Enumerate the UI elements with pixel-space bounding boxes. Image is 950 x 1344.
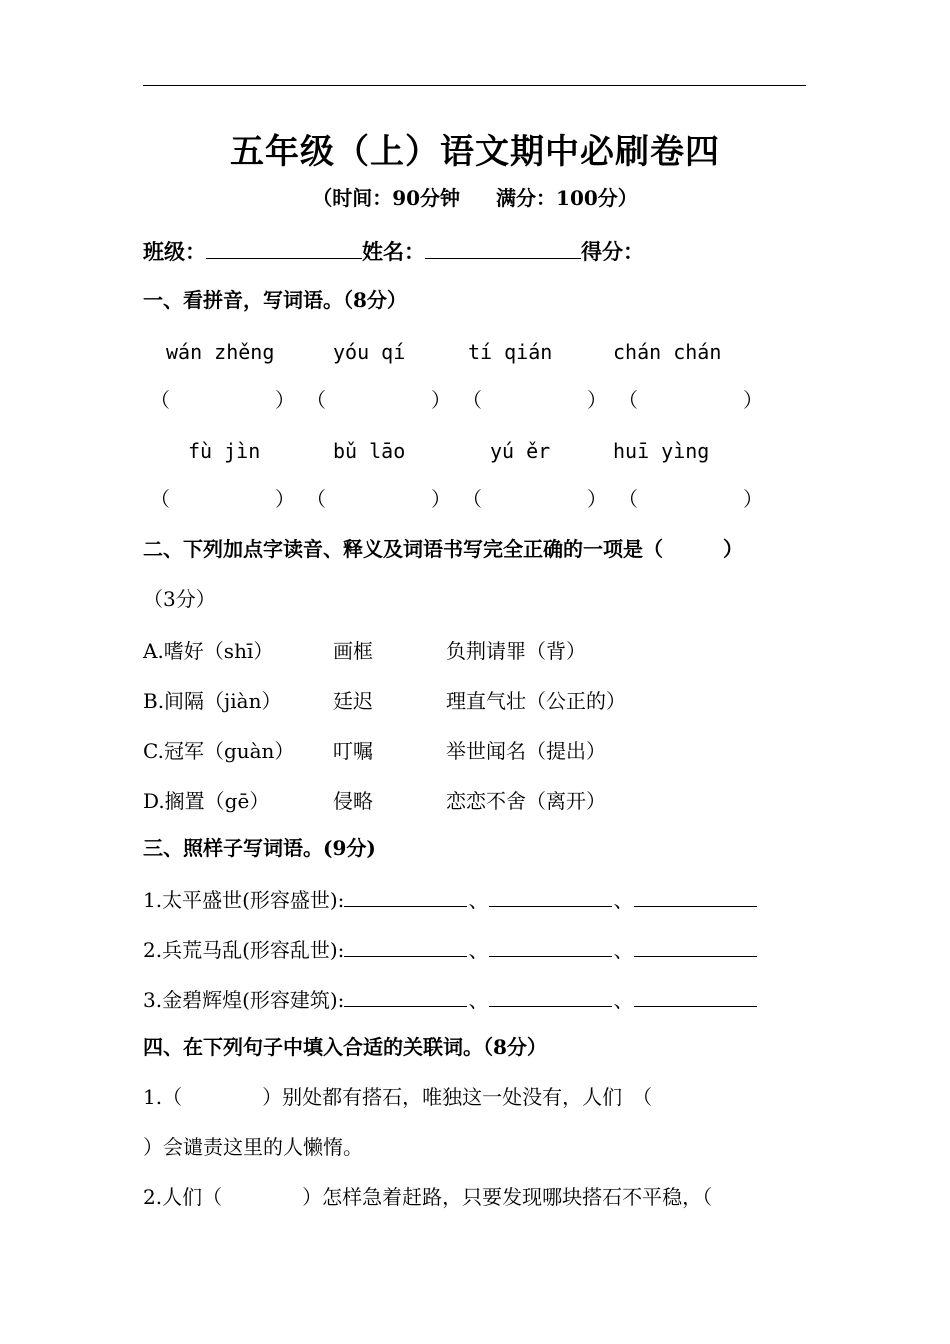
answer-blank[interactable] xyxy=(344,888,467,907)
answer-blank[interactable] xyxy=(634,988,757,1007)
answer-blank[interactable] xyxy=(634,938,757,957)
section4-heading: 四、在下列句子中填入合适的关联词。（8分） xyxy=(143,1035,547,1059)
word-fill-row xyxy=(143,888,757,910)
pinyin-item: yú ěr xyxy=(490,439,551,463)
word-prompt: 3.金碧辉煌(形容建筑): xyxy=(143,988,345,1012)
option-a[interactable] xyxy=(143,641,743,665)
exam-subtitle xyxy=(0,188,950,208)
section1-heading: 一、看拼音，写词语。（8分） xyxy=(143,288,407,312)
option-word: D.搁置（gē） xyxy=(143,789,270,813)
separator: 、 xyxy=(613,938,634,962)
pinyin-item: bǔ lāo xyxy=(333,439,406,463)
word-fill-row xyxy=(143,988,757,1010)
option-word: C.冠军（guàn） xyxy=(143,739,295,763)
answer-paren-open[interactable]: （ xyxy=(150,487,170,511)
word-fill-row xyxy=(143,938,757,960)
option-b[interactable] xyxy=(143,691,743,715)
class-blank[interactable] xyxy=(206,240,362,259)
answer-paren-close[interactable]: ） xyxy=(743,487,763,511)
sentence-line: 2.人们（ ）怎样急着赶路，只要发现哪块搭石不平稳，（ xyxy=(143,1185,713,1209)
answer-paren-close[interactable]: ） xyxy=(587,487,607,511)
answer-paren-open[interactable]: （ xyxy=(618,487,638,511)
student-info-row xyxy=(143,240,644,262)
answer-blank[interactable] xyxy=(489,888,612,907)
section2-points: （3分） xyxy=(143,587,216,611)
option-idiom: 理直气壮（公正的） xyxy=(446,689,626,713)
answer-paren-open[interactable]: （ xyxy=(150,388,170,412)
answer-blank[interactable] xyxy=(489,988,612,1007)
option-word: B.间隔（jiàn） xyxy=(143,689,282,713)
answer-blank[interactable] xyxy=(344,938,467,957)
option-idiom: 恋恋不舍（离开） xyxy=(446,789,606,813)
time-info: （时间：90分钟 xyxy=(312,186,461,210)
answer-paren-open[interactable]: （ xyxy=(618,388,638,412)
answer-paren-open[interactable]: （ xyxy=(306,487,326,511)
sentence-line: 1.（ ）别处都有搭石，唯独这一处没有，人们 （ xyxy=(143,1085,653,1109)
option-idiom: 举世闻名（提出） xyxy=(446,739,606,763)
answer-paren-open[interactable]: （ xyxy=(462,487,482,511)
answer-paren-close[interactable]: ） xyxy=(743,388,763,412)
pinyin-item: tí qián xyxy=(468,340,553,364)
top-rule xyxy=(143,85,806,86)
separator: 、 xyxy=(468,988,489,1012)
answer-paren-close[interactable]: ） xyxy=(275,388,295,412)
answer-paren-open[interactable]: （ xyxy=(462,388,482,412)
option-idiom: 负荆请罪（背） xyxy=(446,639,586,663)
answer-blank[interactable] xyxy=(634,888,757,907)
answer-blank[interactable] xyxy=(489,938,612,957)
answer-paren-close[interactable]: ） xyxy=(275,487,295,511)
answer-paren-open[interactable]: （ xyxy=(306,388,326,412)
word-prompt: 2.兵荒马乱(形容乱世): xyxy=(143,938,345,962)
class-label: 班级： xyxy=(143,239,206,264)
pinyin-item: huī yìng xyxy=(613,439,710,463)
answer-paren-close[interactable]: ） xyxy=(587,388,607,412)
separator: 、 xyxy=(468,888,489,912)
section3-heading: 三、照样子写词语。(9分) xyxy=(143,836,376,860)
separator: 、 xyxy=(613,988,634,1012)
sentence-line: ）会谴责这里的人懒惰。 xyxy=(143,1135,363,1159)
option-word: 画框 xyxy=(333,639,373,663)
score-info: 满分：100分） xyxy=(496,186,638,210)
option-d[interactable] xyxy=(143,791,743,815)
pinyin-item: wán zhěng xyxy=(166,340,275,364)
page-title: 五年级（上）语文期中必刷卷四 xyxy=(230,132,720,172)
pinyin-item: fù jìn xyxy=(188,439,261,463)
answer-paren-close[interactable]: ） xyxy=(431,388,451,412)
pinyin-item: yóu qí xyxy=(333,340,406,364)
section2-heading: 二、下列加点字读音、释义及词语书写完全正确的一项是（ ） xyxy=(143,537,743,561)
name-blank[interactable] xyxy=(425,240,581,259)
option-word: A.嗜好（shī） xyxy=(143,639,274,663)
word-prompt: 1.太平盛世(形容盛世): xyxy=(143,888,345,912)
answer-blank[interactable] xyxy=(344,988,467,1007)
option-word: 廷迟 xyxy=(333,689,373,713)
answer-paren-close[interactable]: ） xyxy=(431,487,451,511)
pinyin-item: chán chán xyxy=(613,340,722,364)
name-label: 姓名： xyxy=(362,239,425,264)
option-word: 叮嘱 xyxy=(333,739,373,763)
separator: 、 xyxy=(613,888,634,912)
option-c[interactable] xyxy=(143,741,743,765)
separator: 、 xyxy=(468,938,489,962)
option-word: 侵略 xyxy=(333,789,373,813)
score-label: 得分： xyxy=(581,239,644,264)
